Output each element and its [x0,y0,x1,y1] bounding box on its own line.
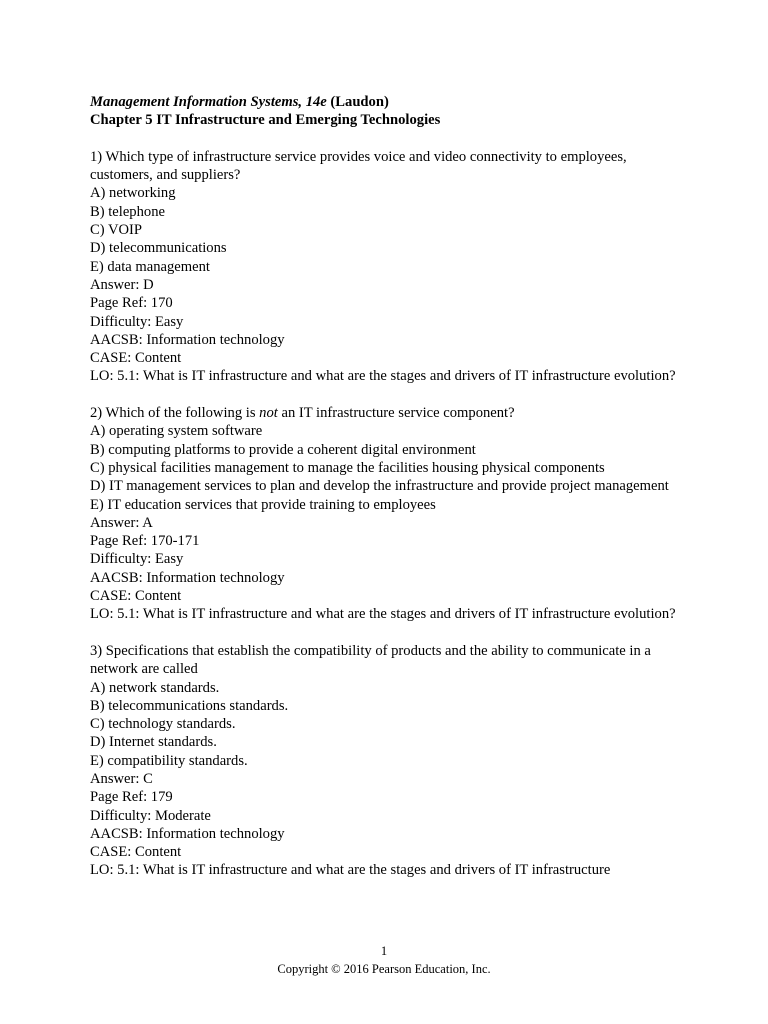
aacsb: AACSB: Information technology [90,825,285,842]
page-ref: Page Ref: 170-171 [90,533,200,550]
book-author: (Laudon) [330,94,389,110]
page-ref: Page Ref: 179 [90,789,173,806]
difficulty: Difficulty: Moderate [90,807,211,824]
difficulty: Difficulty: Easy [90,551,184,568]
answer-key: Answer: C [90,770,153,787]
answer-option: B) telephone [90,203,165,220]
answer-key: Answer: A [90,514,153,531]
aacsb: AACSB: Information technology [90,331,285,348]
case: CASE: Content [90,350,182,367]
document-page [90,93,690,880]
question-stem: 2) Which of the following is not an IT infrastructure service component? [90,405,515,422]
question-block [90,404,690,624]
learning-objective: LO: 5.1: What is IT infrastructure and what are the stages and drivers of IT infrastructure evolution? [90,606,676,623]
answer-option: D) Internet standards. [90,734,217,751]
answer-option: D) IT management services to plan and develop the infrastructure and provide project management [90,478,669,495]
answer-option: A) network standards. [90,679,220,696]
answer-option: B) telecommunications standards. [90,697,289,714]
answer-option: C) technology standards. [90,716,236,733]
chapter-title: Chapter 5 IT Infrastructure and Emerging Technologies [90,112,441,129]
question-block [90,148,690,386]
learning-objective: LO: 5.1: What is IT infrastructure and what are the stages and drivers of IT infrastructure [90,862,611,879]
case: CASE: Content [90,588,182,605]
answer-option: A) operating system software [90,423,263,440]
answer-option: D) telecommunications [90,240,227,257]
question-stem: 1) Which type of infrastructure service provides voice and video connectivity to employees, customers, and suppliers? [90,148,627,184]
answer-option: C) VOIP [90,222,143,239]
copyright-notice: Copyright © 2016 Pearson Education, Inc. [277,962,491,976]
difficulty: Difficulty: Easy [90,313,184,330]
answer-option: C) physical facilities management to manage the facilities housing physical components [90,459,605,476]
aacsb: AACSB: Information technology [90,569,285,586]
page-ref: Page Ref: 170 [90,295,173,312]
case: CASE: Content [90,844,182,861]
question-stem: 3) Specifications that establish the compatibility of products and the ability to communicate in a network are called [90,642,651,678]
page-number: 1 [380,944,388,958]
learning-objective: LO: 5.1: What is IT infrastructure and what are the stages and drivers of IT infrastructure evolution? [90,368,676,385]
answer-option: E) IT education services that provide training to employees [90,496,436,513]
answer-option: B) computing platforms to provide a coherent digital environment [90,441,476,458]
answer-option: E) data management [90,258,210,275]
answer-option: A) networking [90,185,176,202]
book-title: Management Information Systems, 14e [90,94,327,110]
emphasis-not: not [259,405,278,422]
question-block [90,642,690,880]
answer-option: E) compatibility standards. [90,752,248,769]
answer-key: Answer: D [90,276,154,293]
book-header [90,93,690,111]
